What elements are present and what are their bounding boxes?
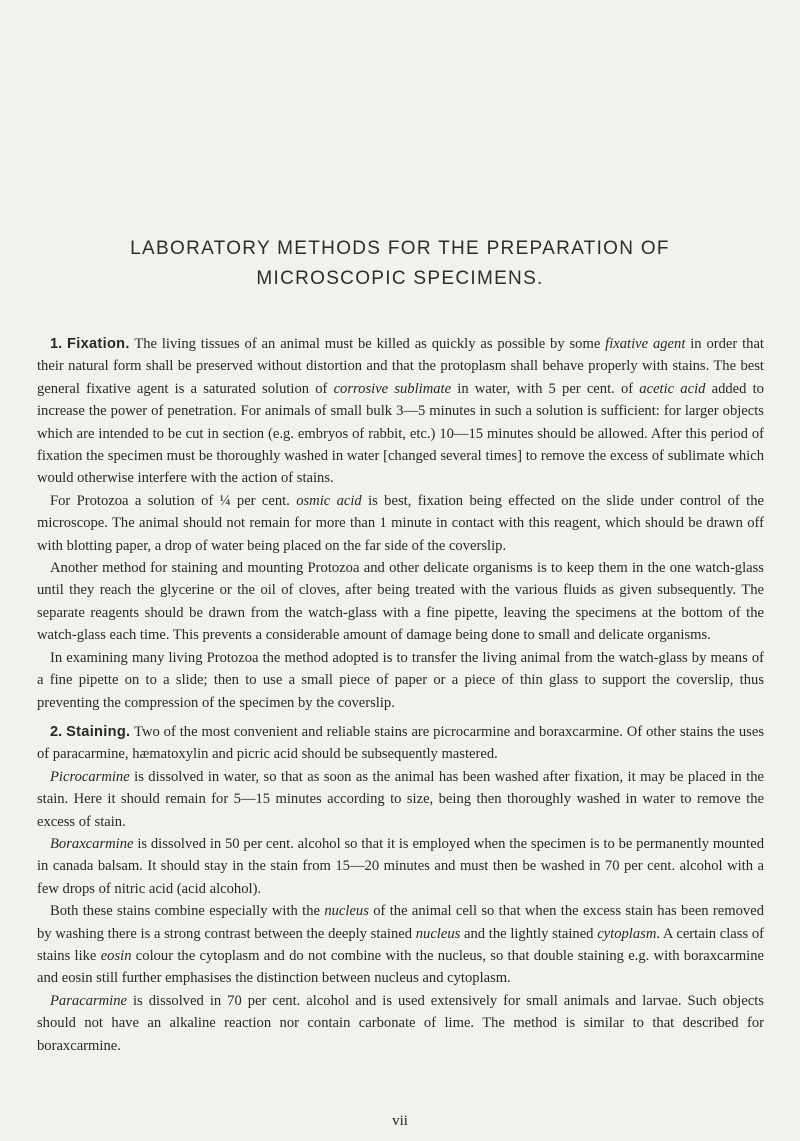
fixation-paragraph-3: Another method for staining and mounting Protozoa and other delicate organisms is to keep them in the one watch-glass until they reach the glycerine or the oil of cloves, after being treated with the various fluids as given subsequently. The separate reagents should be drawn from the watch-glass with a fine pipette, leaving the specimens at the bottom of the watch-glass each time. This prevents a considerable amount of damage being done to small and delicate organisms. xyxy=(37,560,764,644)
term-nucleus: nucleus xyxy=(324,903,369,920)
fixation-paragraph-2: For Protozoa a solution of ¼ per cent. osmic acid is best, fixation being effected on the slide under control of the microscope. The animal should not remain for more than 1 minute in contact with this reagent, which should be drawn off with blotting paper, a drop of water being placed on the far side of the coverslip. xyxy=(37,492,764,554)
term-fixative-agent: fixative agent xyxy=(605,336,686,352)
fixation-heading: Fixation. xyxy=(67,336,130,352)
fixation-number: 1. xyxy=(50,336,63,352)
term-boraxcarmine: Boraxcarmine xyxy=(50,835,134,852)
page-number: vii xyxy=(392,1113,408,1129)
term-eosin: eosin xyxy=(100,947,132,964)
body-text xyxy=(37,333,764,1057)
staining-paragraph-5: Paracarmine is dissolved in 70 per cent. alcohol and is used extensively for small animals and larvae. Such objects should not have an alkaline reaction nor contain carbonate of lime. The method is similar to that described for boraxcarmine. xyxy=(37,992,764,1054)
term-nucleus-2: nucleus xyxy=(415,925,461,942)
term-acetic-acid: acetic acid xyxy=(639,380,706,397)
term-corrosive-sublimate: corrosive sublimate xyxy=(333,380,452,397)
fixation-paragraph-1: 1. Fixation. The living tissues of an animal must be killed as quickly as possible by some fixative agent in order that their natural form shall be preserved without distortion and that the protoplasm shall behave properly with stains. The best general fixative agent is a saturated solution of corrosive sublimate in water, with 5 per cent. of acetic acid added to increase the power of penetration. For animals of small bulk 3—5 minutes in such a solution is sufficient: for larger objects which are intended to be cut in section (e.g. embryos of rabbit, etc.) 10—15 minutes should be allowed. After this period of fixation the specimen must be thoroughly washed in water [changed several times] to remove the excess of sublimate which would otherwise interfere with the action of stains. xyxy=(37,336,764,487)
page-title xyxy=(20,234,780,294)
staining-number: 2. xyxy=(50,723,63,740)
staining-paragraph-4: Both these stains combine especially with the nucleus of the animal cell so that when the excess stain has been removed by washing there is a strong contrast between the deeply stained nucleus and the lightly stained cytoplasm. A certain class of stains like eosin colour the cytoplasm and do not combine with the nucleus, so that double staining e.g. with boraxcarmine and eosin still further emphasises the distinction between nucleus and cytoplasm. xyxy=(37,903,764,987)
title-line-2: MICROSCOPIC SPECIMENS. xyxy=(256,268,544,289)
staining-paragraph-3: Boraxcarmine is dissolved in 50 per cent. alcohol so that it is employed when the specimen is to be permanently mounted in canada balsam. It should stay in the stain from 15—20 minutes and must then be washed in 70 per cent. alcohol with a few drops of nitric acid (acid alcohol). xyxy=(37,835,764,897)
term-cytoplasm: cytoplasm xyxy=(597,925,657,942)
term-picrocarmine: Picrocarmine xyxy=(50,768,130,785)
title-line-1: LABORATORY METHODS FOR THE PREPARATION OF xyxy=(130,238,670,259)
term-osmic-acid: osmic acid xyxy=(296,492,362,509)
term-paracarmine: Paracarmine xyxy=(50,992,128,1009)
staining-paragraph-2: Picrocarmine is dissolved in water, so that as soon as the animal has been washed after fixation, it may be placed in the stain. Here it should remain for 5—15 minutes according to size, being then thoroughly washed in water to remove the excess of stain. xyxy=(37,768,764,830)
staining-heading: Staining. xyxy=(66,723,131,740)
staining-paragraph-1: 2. Staining. Two of the most convenient and reliable stains are picrocarmine and boraxcarmine. Of other stains the uses of paracarmine, hæmatoxylin and picric acid should be subsequently mastered. xyxy=(37,723,764,763)
fixation-paragraph-4: In examining many living Protozoa the method adopted is to transfer the living animal from the watch-glass by means of a fine pipette on to a slide; then to use a small piece of paper or a piece of thin glass to support the coverslip, thus preventing the compression of the specimen by the coverslip. xyxy=(37,649,764,711)
